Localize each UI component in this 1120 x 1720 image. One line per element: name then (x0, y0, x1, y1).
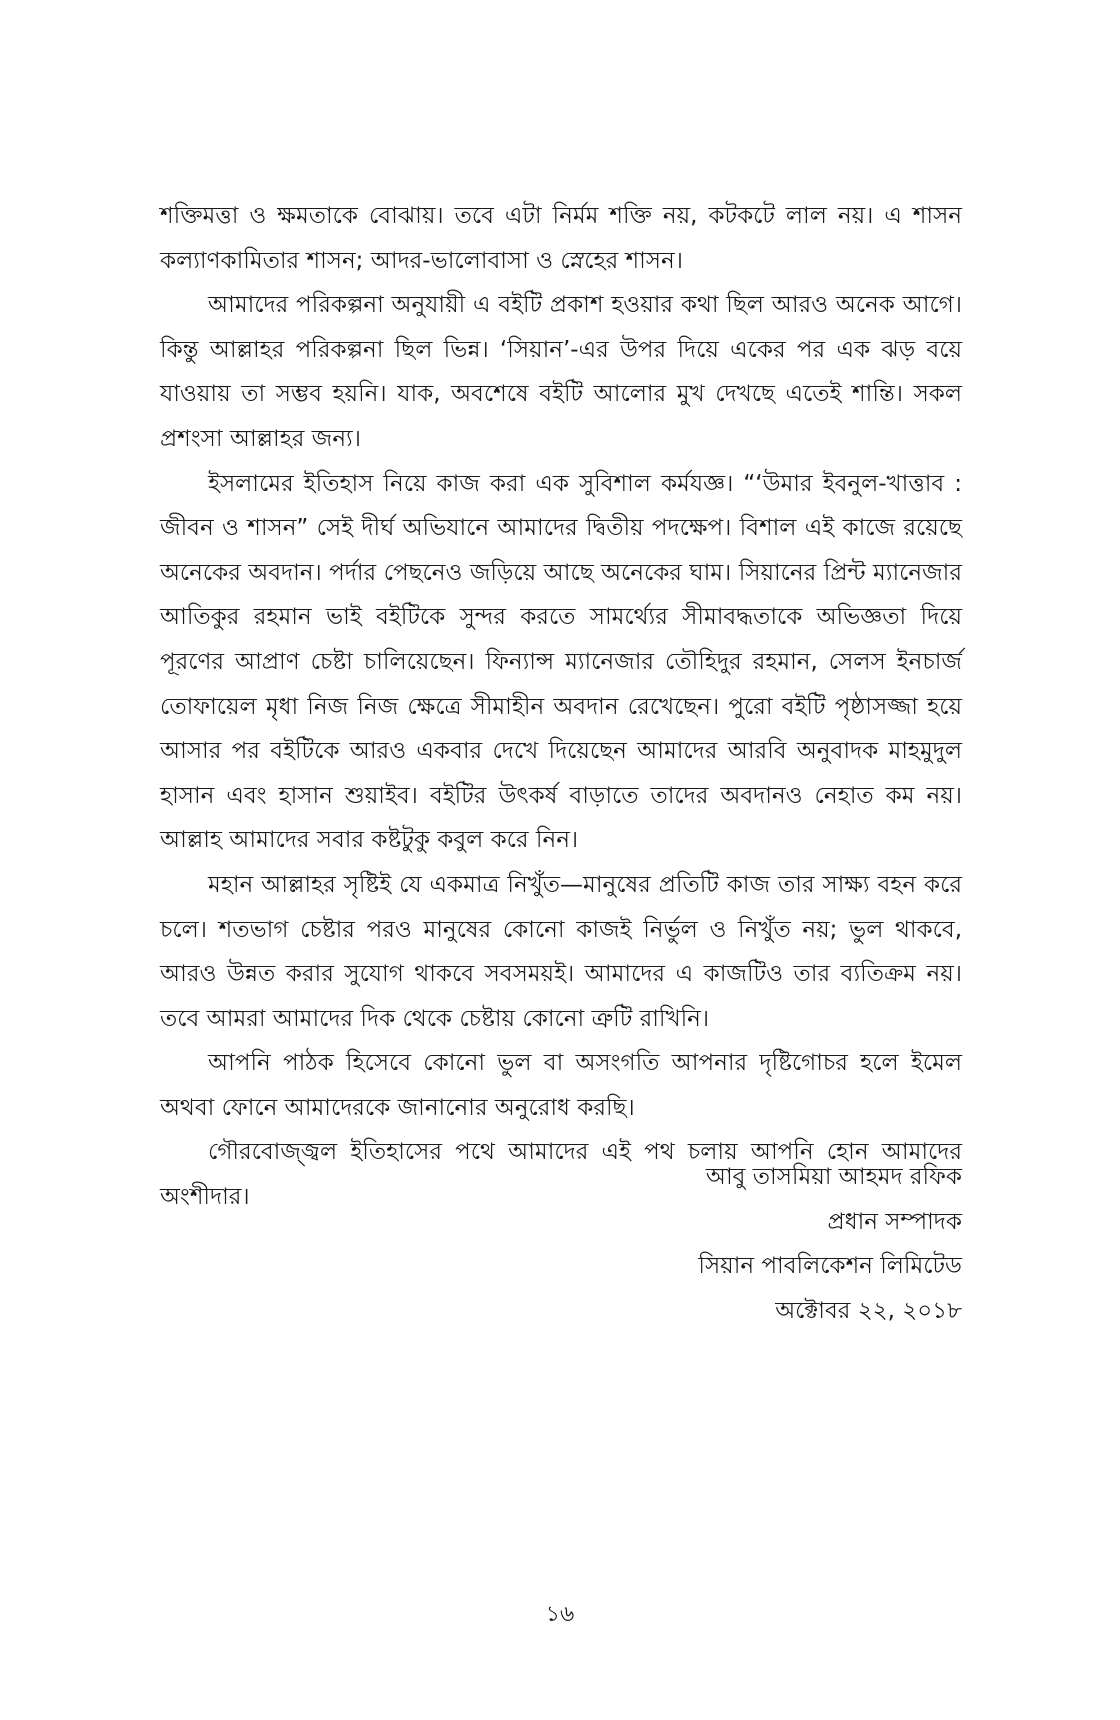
signature-date: অক্টোবর ২২, ২০১৮ (775, 1297, 962, 1324)
signature-organization: সিয়ান পাবলিকেশন লিমিটেড (698, 1253, 962, 1280)
paragraph-plan: আমাদের পরিকল্পনা অনুযায়ী এ বইটি প্রকাশ হওয়ার কথা ছিল আরও অনেক আগে। কিন্তু আল্লাহর পরিকল্পনা ছিল ভিন্ন। ‘সিয়ান’-এর উপর দিয়ে একের পর এক ঝড় বয়ে যাওয়ায় তা সম্ভব হয়নি। যাক, অবশেষে বইটি আলোর মুখ দেখছে এতেই শান্তি। সকল প্রশংসা আল্লাহর জন্য। (160, 292, 962, 452)
signature-title: প্রধান সম্পাদক (827, 1208, 962, 1235)
paragraph-perfection: মহান আল্লাহর সৃষ্টিই যে একমাত্র নিখুঁত—মানুষের প্রতিটি কাজ তার সাক্ষ্য বহন করে চলে। শতভাগ চেষ্টার পরও মানুষের কোনো কাজই নির্ভুল ও নিখুঁত নয়; ভুল থাকবে, আরও উন্নত করার সুযোগ থাকবে সবসময়ই। আমাদের এ কাজটিও তার ব্যতিক্রম নয়। তবে আমরা আমাদের দিক থেকে চেষ্টায় কোনো ত্রুটি রাখিনি। (160, 871, 962, 1032)
body-text (160, 194, 962, 1220)
page-number: ১৬ (545, 1602, 575, 1627)
paragraph-feedback: আপনি পাঠক হিসেবে কোনো ভুল বা অসংগতি আপনার দৃষ্টিগোচর হলে ইমেল অথবা ফোনে আমাদেরকে জানানোর অনুরোধ করছি। (160, 1050, 962, 1121)
signature-name: আবু তাসমিয়া আহমদ রফিক (705, 1164, 962, 1190)
paragraph-closing: গৌরবোজ্জ্বল ইতিহাসের পথে আমাদের এই পথ চলায় আপনি হোন আমাদের অংশীদার। (160, 1139, 962, 1211)
signature-block (698, 1155, 962, 1333)
paragraph-continuation: শক্তিমত্তা ও ক্ষমতাকে বোঝায়। তবে এটা নির্মম শক্তি নয়, কটকটে লাল নয়। এ শাসন কল্যাণকামিতার শাসন; আদর-ভালোবাসা ও স্নেহের শাসন। (160, 203, 962, 274)
paragraph-acknowledgement: ইসলামের ইতিহাস নিয়ে কাজ করা এক সুবিশাল কর্মযজ্ঞ। “‘উমার ইবনুল-খাত্তাব : জীবন ও শাসন” সেই দীর্ঘ অভিযানে আমাদের দ্বিতীয় পদক্ষেপ। বিশাল এই কাজে রয়েছে অনেকের অবদান। পর্দার পেছনেও জড়িয়ে আছে অনেকের ঘাম। সিয়ানের প্রিন্ট ম্যানেজার আতিকুর রহমান ভাই বইটিকে সুন্দর করতে সামর্থ্যের সীমাবদ্ধতাকে অভিজ্ঞতা দিয়ে পূরণের আপ্রাণ চেষ্টা চালিয়েছেন। ফিন্যান্স ম্যানেজার তৌহিদুর রহমান, সেলস ইনচার্জ তোফায়েল মৃধা নিজ নিজ ক্ষেত্রে সীমাহীন অবদান রেখেছেন। পুরো বইটি পৃষ্ঠাসজ্জা হয়ে আসার পর বইটিকে আরও একবার দেখে দিয়েছেন আমাদের আরবি অনুবাদক মাহমুদুল হাসান এবং হাসান শুয়াইব। বইটির উৎকর্ষ বাড়াতে তাদের অবদানও নেহাত কম নয়। আল্লাহ আমাদের সবার কষ্টটুকু কবুল করে নিন। (160, 470, 962, 854)
